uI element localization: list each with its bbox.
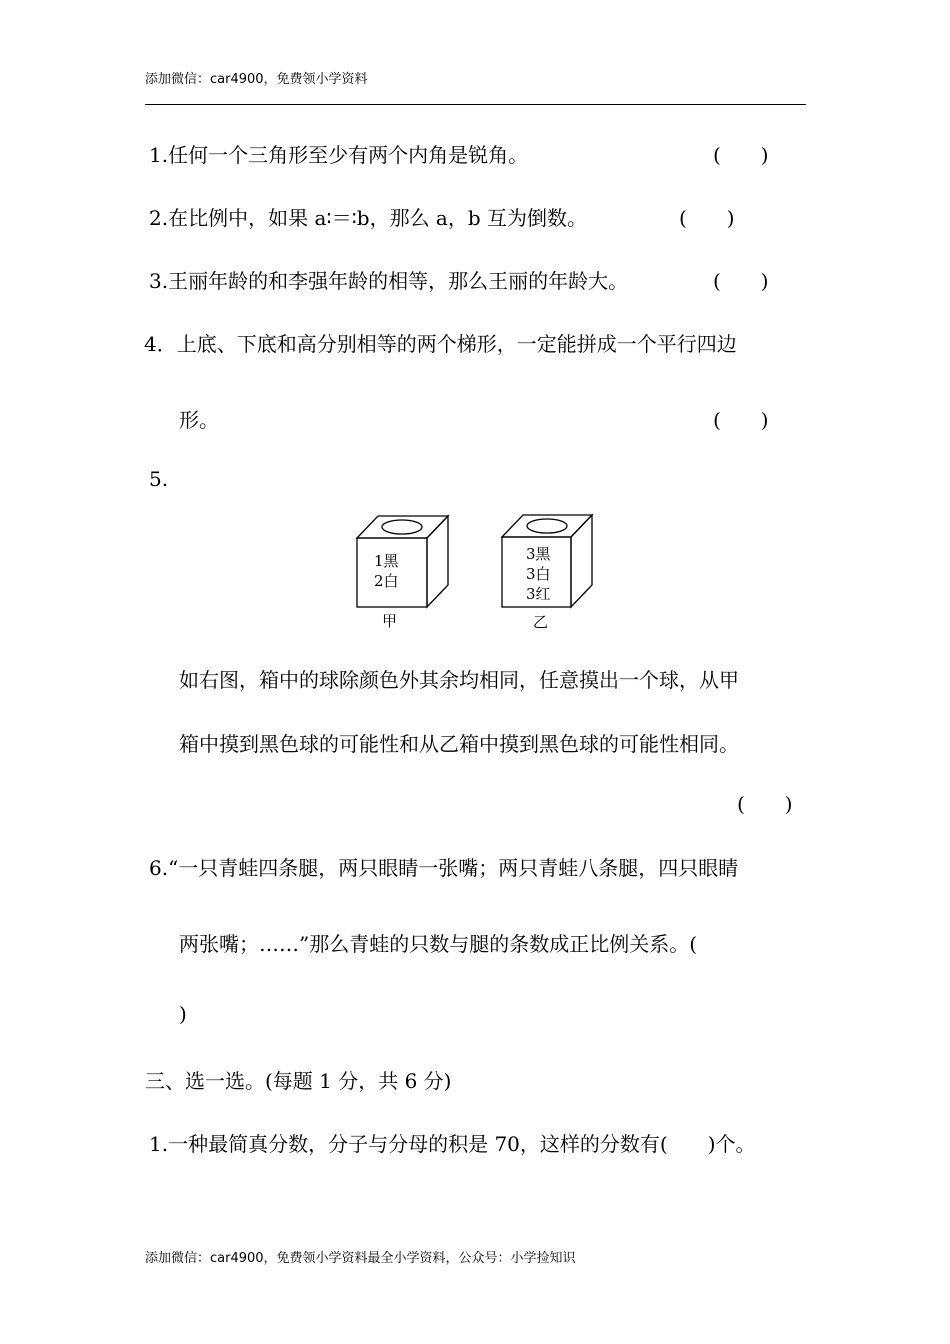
- question-6-line-3: ): [179, 1002, 187, 1026]
- question-5-line-2: 箱中摸到黑色球的可能性和从乙箱中摸到黑色球的可能性相同。: [179, 732, 739, 756]
- question-1-text: 1.任何一个三角形至少有两个内角是锐角。: [149, 143, 529, 167]
- question-2-answer-paren: ( ): [679, 206, 735, 230]
- question-4-line-2: 形。: [179, 408, 219, 432]
- ball-boxes-figure: [340, 505, 620, 635]
- section-3-title: 三、选一选。(每题 1 分，共 6 分): [145, 1069, 452, 1093]
- box-jia: [357, 516, 448, 607]
- section-3-question-1: 1.一种最简真分数，分子与分母的积是 70，这样的分数有( )个。: [149, 1132, 756, 1156]
- question-4-line-1: 4．上底、下底和高分别相等的两个梯形，一定能拼成一个平行四边: [144, 332, 737, 356]
- header-divider: [145, 104, 806, 105]
- question-3-answer-paren: ( ): [713, 269, 769, 293]
- question-5-number: 5.: [149, 467, 169, 491]
- question-5-answer-paren: ( ): [737, 792, 793, 816]
- box-yi-line-3: 3红: [526, 585, 551, 603]
- box-jia-caption: 甲: [382, 612, 398, 630]
- question-2-text: 2.在比例中，如果 a∶＝∶b，那么 a，b 互为倒数。: [149, 206, 588, 230]
- box-jia-line-1: 1黑: [374, 552, 399, 570]
- question-4-answer-paren: ( ): [713, 408, 769, 432]
- box-yi-line-1: 3黑: [526, 545, 551, 563]
- header-text: 添加微信：car4900，免费领小学资料: [145, 72, 368, 87]
- box-yi-caption: 乙: [533, 613, 549, 631]
- question-1-answer-paren: ( ): [713, 143, 769, 167]
- box-yi-line-2: 3白: [526, 565, 551, 583]
- question-3-text: 3.王丽年龄的和李强年龄的相等，那么王丽的年龄大。: [149, 269, 629, 293]
- question-5-line-1: 如右图，箱中的球除颜色外其余均相同，任意摸出一个球，从甲: [179, 668, 739, 692]
- question-6-line-1: 6.“一只青蛙四条腿，两只眼睛一张嘴；两只青蛙八条腿，四只眼睛: [149, 856, 739, 880]
- box-jia-line-2: 2白: [374, 572, 399, 590]
- question-6-line-2: 两张嘴；……”那么青蛙的只数与腿的条数成正比例关系。(: [179, 932, 698, 956]
- footer-text: 添加微信：car4900，免费领小学资料最全小学资料，公众号：小学捡知识: [145, 1251, 576, 1266]
